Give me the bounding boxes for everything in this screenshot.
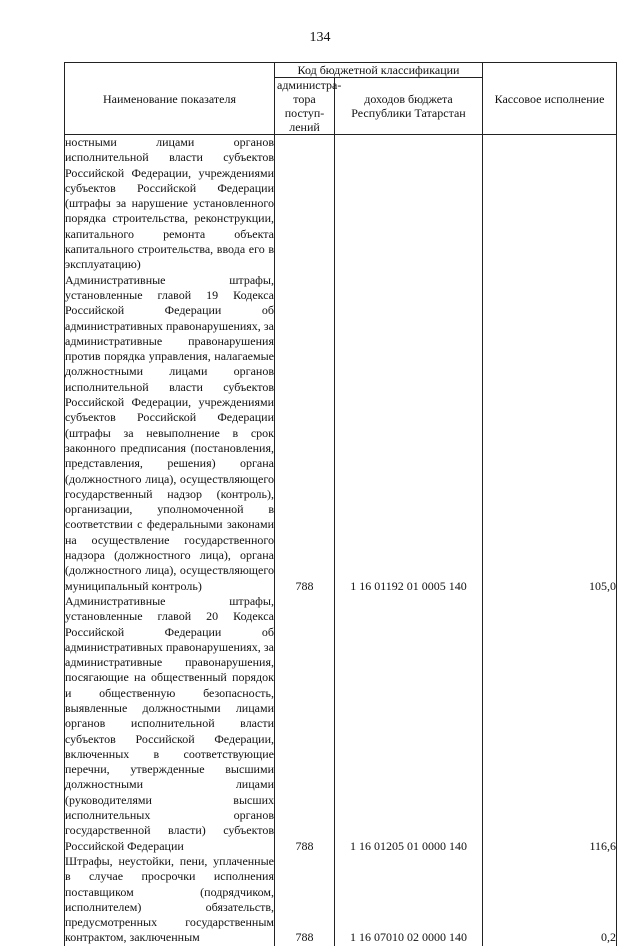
- row-amount: 116,6: [483, 594, 617, 854]
- row-name: Штрафы, неустойки, пени, уплаченные в случае просрочки исполнения поставщиком (подрядчиком, исполнителем) обязательств, предусмотренных государственным контрактом, заключенным: [65, 853, 274, 945]
- table-row: [65, 854, 617, 946]
- table-row: [65, 594, 617, 854]
- row-admin: 788: [275, 854, 335, 946]
- row-name: Административные штрафы, установленные главой 20 Кодекса Российской Федерации об административных правонарушениях, за административные правонарушения, посягающие на общественный порядок и общественную безопасность, выявленные должностными лицами органов исполнительной власти субъектов Российской Федерации, включенных в соответствующие перечни, утвержденные высшими должностными лицами (руководителями высших исполнительных органов государственной власти) субъектов Российской Федерации: [65, 593, 274, 853]
- header-code-group: Код бюджетной классификации: [275, 63, 483, 78]
- row-amount: 0,2: [483, 854, 617, 946]
- row-amount: [483, 135, 617, 273]
- table-row: [65, 273, 617, 594]
- row-amount: 105,0: [483, 273, 617, 594]
- page-number: 134: [309, 30, 331, 45]
- table-row: [65, 135, 617, 273]
- row-admin: 788: [275, 273, 335, 594]
- row-code: [335, 135, 483, 273]
- row-admin: 788: [275, 594, 335, 854]
- header-name: Наименование показателя: [65, 63, 275, 135]
- row-code: 1 16 01192 01 0005 140: [335, 273, 483, 594]
- row-admin: [275, 135, 335, 273]
- header-admin: администра-тора поступ-лений: [275, 78, 335, 135]
- report-table: [64, 62, 617, 946]
- row-code: 1 16 01205 01 0000 140: [335, 594, 483, 854]
- row-code: 1 16 07010 02 0000 140: [335, 854, 483, 946]
- header-income: доходов бюджета Республики Татарстан: [335, 78, 483, 135]
- row-name: Административные штрафы, установленные главой 19 Кодекса Российской Федерации об административных правонарушениях, за административные правонарушения против порядка управления, налагаемые должностными лицами органов исполнительной власти субъектов Российской Федерации, учреждениями субъектов Российской Федерации (штрафы за невыполнение в срок законного предписания (постановления, представления, решения) органа (должностного лица), осуществляющего государственный надзор (контроль), организации, уполномоченной в соответствии с федеральными законами на осуществление государственного надзора (должностного лица), органа (должностного лица), осуществляющего муниципальный контроль): [65, 272, 274, 593]
- row-name: ностными лицами органов исполнительной власти субъектов Российской Федерации, учреждениями субъектов Российской Федерации (штрафы за нарушение установленного порядка строительства, реконструкции, капитального ремонта объекта капитального строительства, ввода его в эксплуатацию): [65, 135, 274, 272]
- header-amount: Кассовое исполнение: [483, 63, 617, 135]
